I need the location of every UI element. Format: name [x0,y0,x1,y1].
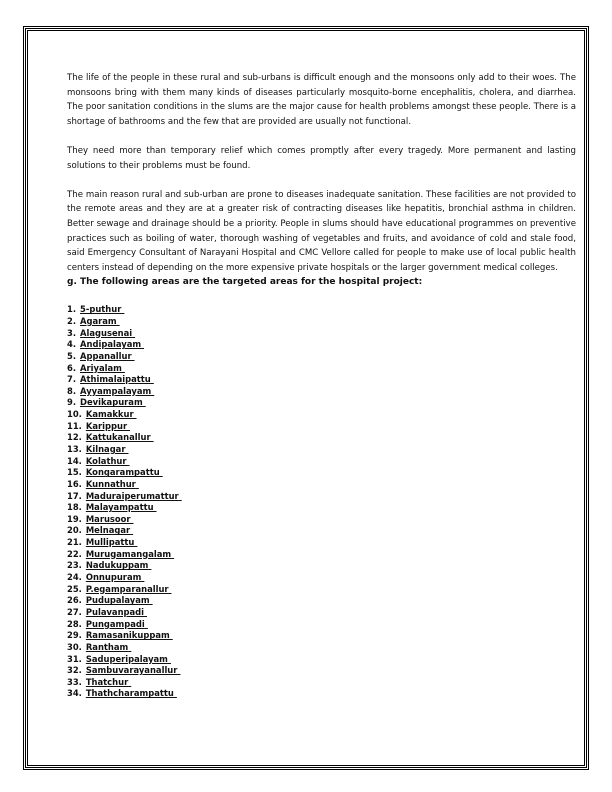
paragraph-living-conditions: The life of the people in these rural and sub-urbans is difficult enough and the monsoons only add to their woes. The monsoons bring with them many kinds of diseases particularly mosquito-borne encephalitis, cholera, and diarrhea. The poor sanitation conditions in the slums are the major cause for health problems amongst these people. There is a shortage of bathrooms and the few that are provided are usually not functional. [67,73,576,127]
area-name: Devikapuram [80,397,143,408]
area-name: Pudupalayam [85,595,150,606]
area-list-item [67,316,576,328]
area-number: 19. [67,513,82,524]
area-list-item [67,642,576,654]
area-number: 33. [67,676,82,687]
section-heading: g. The following areas are the targeted areas for the hospital project: [67,277,423,288]
area-list-item [67,374,576,386]
area-number: 29. [67,630,82,641]
area-list-item [67,560,576,572]
area-name: Sambuvarayanallur [85,665,178,676]
area-list-item [67,351,576,363]
area-name: Ariyalam [80,362,122,373]
area-list-item [67,432,576,444]
area-number: 24. [67,572,82,583]
area-name: P.egamparanallur [85,583,169,594]
targeted-areas-list [67,304,576,700]
area-number: 22. [67,548,82,559]
area-number: 11. [67,420,82,431]
area-name: Rantham [85,641,129,652]
area-number: 31. [67,653,82,664]
area-list-item [67,595,576,607]
area-name: Alagusenai [80,327,133,338]
area-number: 17. [67,490,82,501]
area-name: 5-puthur [80,304,122,315]
paragraph-permanent-solutions: They need more than temporary relief which comes promptly after every tragedy. More permanent and lasting solutions to their problems must be found. [67,145,576,171]
area-name: Saduperipalayam [85,653,168,664]
area-list-item [67,479,576,491]
area-number: 9. [67,397,77,408]
area-number: 25. [67,583,82,594]
area-number: 15. [67,467,82,478]
area-name: Karippur [85,420,128,431]
area-list-item [67,654,576,666]
area-list-item [67,421,576,433]
area-list-item [67,444,576,456]
area-number: 7. [67,374,77,385]
area-list-item [67,549,576,561]
area-number: 14. [67,455,82,466]
area-list-item [67,630,576,642]
area-name: Agaram [80,315,117,326]
area-list-item [67,363,576,375]
area-list-item [67,525,576,537]
area-number: 6. [67,362,77,373]
area-name: Andipalayam [80,339,142,350]
area-name: Athimalaipattu [80,374,151,385]
area-number: 23. [67,560,82,571]
area-list-item [67,584,576,596]
area-number: 16. [67,478,82,489]
area-list-item [67,491,576,503]
area-list-item [67,537,576,549]
area-name: Thathcharampattu [85,688,174,699]
area-list-item [67,665,576,677]
area-list-item [67,607,576,619]
area-list-item [67,409,576,421]
area-name: Malayampattu [85,502,154,513]
area-number: 34. [67,688,82,699]
area-list-item [67,619,576,631]
area-name: Murugamangalam [85,548,172,559]
area-list-item [67,514,576,526]
area-name: Mullipattu [85,537,135,548]
area-name: Pungampadi [85,618,145,629]
area-list-item [67,502,576,514]
area-list-item [67,339,576,351]
area-number: 8. [67,385,77,396]
area-name: Nadukuppam [85,560,149,571]
area-list-item [67,677,576,689]
area-list-item [67,386,576,398]
area-name: Onnupuram [85,572,142,583]
area-name: Maduraiperumattur [85,490,179,501]
area-number: 21. [67,537,82,548]
paragraph-sanitation: The main reason rural and sub-urban are prone to diseases inadequate sanitation. These facilities are not provided to the remote areas and they are at a greater risk of contracting diseases like hepatitis, bronchial asthma in children. Better sewage and drainage should be a priority. People in slums should have educational programmes on preventive practices such as boiling of water, thorough washing of vegetables and fruits, and avoidance of cold and stale food, said Emergency Consultant of Narayani Hospital and CMC Vellore called for people to make use of local public health centers instead of depending on the more expensive private hospitals or the larger government medical colleges. [67,189,576,273]
area-name: Kongarampattu [85,467,160,478]
area-number: 4. [67,339,77,350]
area-list-item [67,467,576,479]
area-name: Pulavanpadi [85,606,145,617]
area-name: Melnagar [85,525,131,536]
area-number: 30. [67,641,82,652]
area-list-item [67,572,576,584]
area-name: Kolathur [85,455,127,466]
area-name: Kattukanallur [85,432,151,443]
area-list-item [67,304,576,316]
area-name: Appanallur [80,350,132,361]
area-list-item [67,688,576,700]
area-name: Thatchur [85,676,129,687]
area-number: 18. [67,502,82,513]
area-number: 10. [67,409,82,420]
area-name: Marusoor [85,513,131,524]
paragraph-spacer [67,129,576,144]
area-number: 28. [67,618,82,629]
area-number: 1. [67,304,77,315]
area-number: 26. [67,595,82,606]
area-name: Kilnagar [85,444,126,454]
area-number: 12. [67,432,82,443]
area-name: Kamakkur [85,409,134,420]
area-number: 5. [67,350,77,361]
paragraph-spacer [67,173,576,188]
area-list-item [67,397,576,409]
area-number: 2. [67,315,77,326]
area-list-item [67,456,576,468]
area-number: 27. [67,606,82,617]
area-list-item [67,328,576,340]
area-name: Kunnathur [85,478,136,489]
area-name: Ayyampalayam [80,385,152,396]
area-number: 20. [67,525,82,536]
document-body [67,71,576,700]
area-name: Ramasanikuppam [85,630,170,641]
area-number: 3. [67,327,77,338]
area-number: 13. [67,444,82,454]
area-number: 32. [67,665,82,676]
